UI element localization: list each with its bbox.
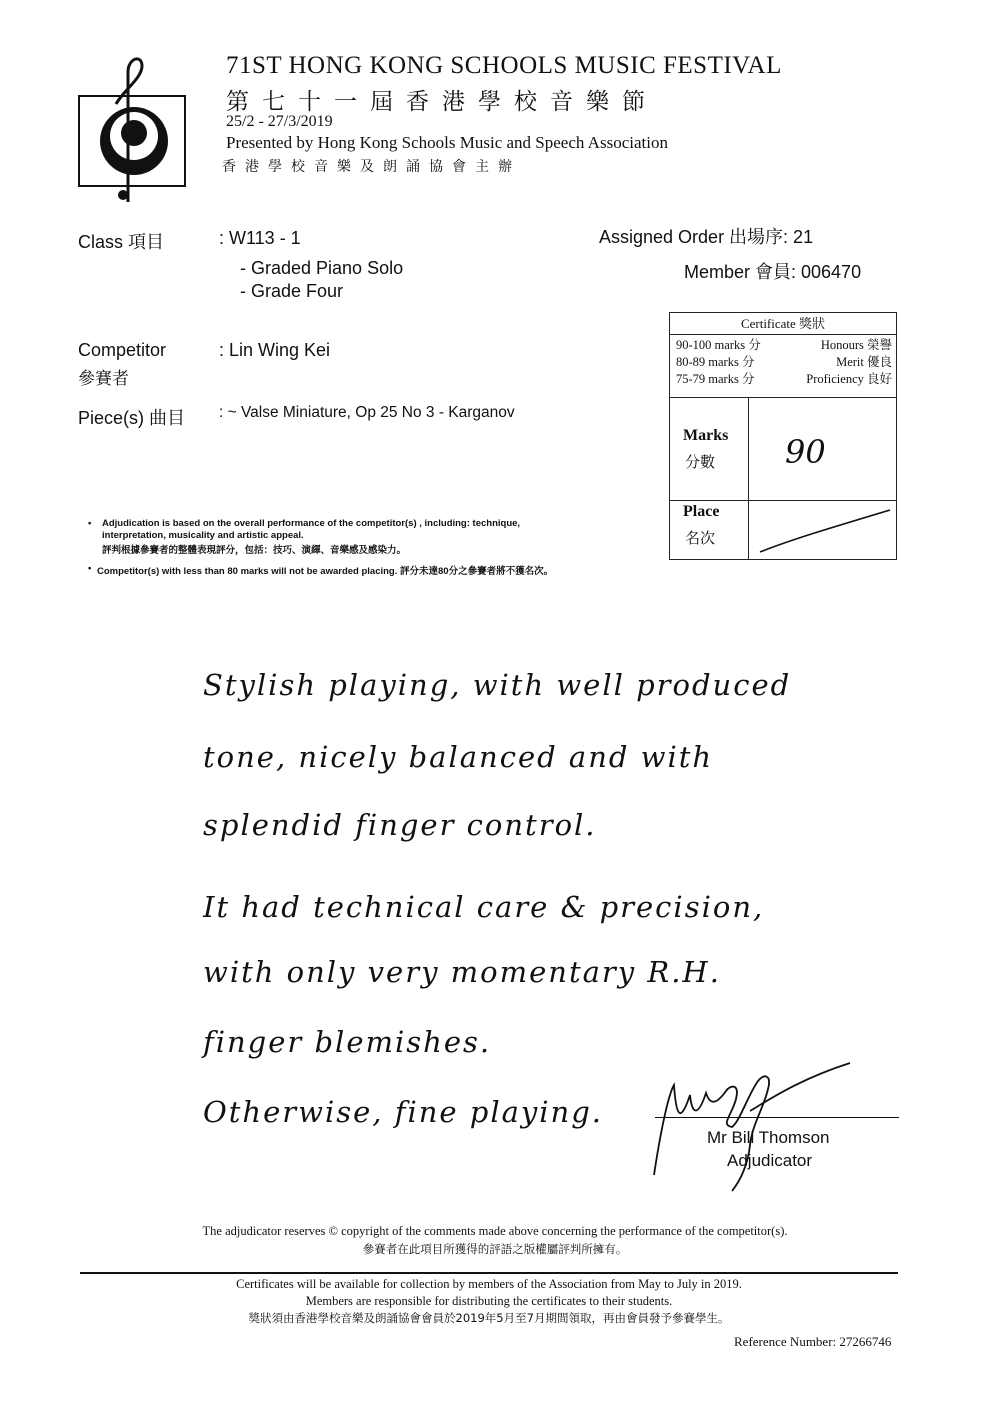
festival-dates: 25/2 - 27/3/2019 [226,113,333,130]
pieces-value: : ~ Valse Miniature, Op 25 No 3 - Karganov [219,404,515,421]
place-label: Place [683,503,720,520]
band-award: Honours 榮譽 [820,338,892,352]
adjudicator-signature [640,1055,860,1195]
pieces-label: Piece(s) 曲目 [78,408,186,428]
note-bullet-1: • [88,518,92,529]
reference-number: Reference Number: 27266746 [734,1334,892,1349]
footer-divider [80,1272,898,1274]
comment-line: tone, nicely balanced and with [203,740,714,774]
comment-line: It had technical care & precision, [203,890,765,924]
member-number: Member 會員: 006470 [684,262,862,282]
band-award: Merit 優良 [836,355,892,369]
comment-line: with only very momentary R.H. [203,955,721,989]
class-value: : W113 - 1 [219,228,301,248]
festival-logo [78,52,186,204]
place-strike-line [750,502,896,559]
band-range: 80-89 marks 分 [676,355,755,369]
collection-notice: Certificates will be available for collection by members of the Association from May to July in 2019. [236,1277,742,1291]
note-placing: Competitor(s) with less than 80 marks will not be awarded placing. 評分未達80分之參賽者將不獲名次。 [97,566,554,577]
marks-value: 90 [785,433,826,471]
signature-line [655,1117,899,1118]
competitor-label: Competitor [78,340,167,360]
certificate-box [669,312,897,560]
festival-title-zh: 第七十一屆香港學校音樂節 [226,89,658,115]
band-award: Proficiency 良好 [806,372,892,386]
assigned-order: Assigned Order 出場序: 21 [599,227,814,247]
competitor-value: : Lin Wing Kei [219,340,331,360]
award-bands [676,337,892,388]
adjudicator-name: Mr Bill Thomson [707,1128,830,1147]
certificate-header: Certificate 獎狀 [670,313,896,335]
comment-line: Otherwise, fine playing. [203,1095,604,1129]
adjudicator-title: Adjudicator [727,1151,813,1170]
presented-by-zh: 香港學校音樂及朗誦協會主辦 [222,159,521,175]
note-bullet-2: • [88,563,92,574]
note-adjudication-line1: Adjudication is based on the overall performance of the competitor(s) , including: technique, [102,518,521,529]
marks-label-zh: 分數 [685,453,716,471]
place-label-zh: 名次 [685,529,716,547]
copyright-notice: The adjudicator reserves © copyright of the comments made above concerning the performance of the competitor(s). [202,1224,788,1238]
class-description-line: - Graded Piano Solo [240,258,404,278]
comment-line: Stylish playing, with well produced [203,668,792,702]
comment-line: finger blemishes. [203,1025,492,1059]
note-adjudication-line2: interpretation, musicality and artistic appeal. [102,530,304,541]
presented-by: Presented by Hong Kong Schools Music and Speech Association [226,133,668,152]
band-range: 75-79 marks 分 [676,372,755,386]
responsibility-notice: Members are responsible for distributing the certificates to their students. [305,1294,673,1308]
festival-title: 71ST HONG KONG SCHOOLS MUSIC FESTIVAL [226,52,782,79]
note-adjudication-zh: 評判根據參賽者的整體表現評分，包括：技巧、演繹、音樂感及感染力。 [102,545,407,556]
band-range: 90-100 marks 分 [676,338,761,352]
class-label: Class 項目 [78,232,165,252]
marks-label: Marks [683,427,729,444]
award-band-merit [676,354,892,371]
competitor-label-zh: 參賽者 [78,369,129,389]
class-grade-line: - Grade Four [240,281,344,301]
award-band-honours [676,337,892,354]
award-band-proficiency [676,371,892,388]
comment-line: splendid finger control. [203,808,597,842]
collection-notice-zh: 獎狀須由香港學校音樂及朗誦協會會員於2019年5月至7月期間領取，再由會員發予參賽學生。 [248,1311,730,1325]
copyright-notice-zh: 參賽者在此項目所獲得的評語之版權屬評判所擁有。 [362,1242,628,1256]
